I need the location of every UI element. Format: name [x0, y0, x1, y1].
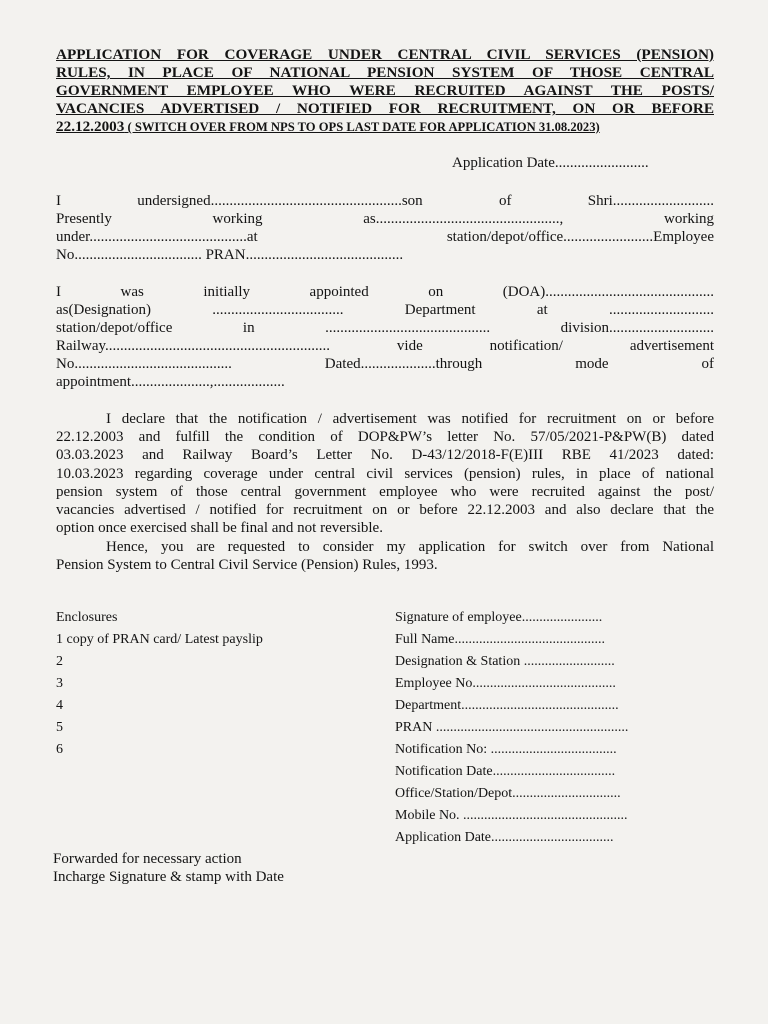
appointment-details-block — [56, 283, 714, 391]
office-station-depot-field: Office/Station/Depot............................... — [395, 786, 621, 801]
appointment-line-4: Railway............................................................ vide notification/ advertisement — [56, 338, 714, 354]
declaration-line-1: I declare that the notification / advertisement was notified for recruitment on or before — [106, 411, 714, 427]
enclosures-heading: Enclosures — [56, 610, 118, 625]
application-date-top: Application Date......................... — [452, 155, 649, 171]
application-date-field: Application Date................................... — [395, 830, 614, 845]
enclosure-item: 2 — [56, 654, 63, 669]
notification-no-field: Notification No: .................................... — [395, 742, 617, 757]
employee-line-4: No.................................. PRAN.......................................... — [56, 247, 404, 263]
title-switch-over-note: ( SWITCH OVER FROM NPS TO OPS LAST DATE FOR APPLICATION 31.08.2023) — [124, 120, 600, 134]
appointment-line-1: I was initially appointed on (DOA)............................................. — [56, 284, 714, 300]
enclosures-list — [56, 607, 263, 761]
enclosure-item: 6 — [56, 742, 63, 757]
appointment-line-6: appointment.....................,................... — [56, 374, 285, 390]
employee-line-1: I undersigned...................................................son of Shri........................... — [56, 193, 714, 209]
employee-no-field: Employee No......................................... — [395, 676, 616, 691]
declaration-line-7: option once exercised shall be final and not reversible. — [56, 520, 383, 537]
request-paragraph — [56, 538, 714, 574]
appointment-line-3: station/depot/office in ............................................ division............................ — [56, 320, 714, 336]
declaration-line-5: pension system of those central government employee who were recruited against the post/ — [56, 483, 714, 500]
request-line-2: Pension System to Central Civil Service (Pension) Rules, 1993. — [56, 557, 438, 574]
notification-date-field: Notification Date................................... — [395, 764, 616, 779]
forwarding-note — [53, 850, 284, 886]
signature-of-employee-field: Signature of employee....................... — [395, 610, 603, 625]
department-field: Department............................................. — [395, 698, 619, 713]
enclosure-item: 5 — [56, 720, 63, 735]
title-line-2: RULES, IN PLACE OF NATIONAL PENSION SYSTEM OF THOSE CENTRAL — [56, 64, 714, 81]
declaration-line-6: vacancies advertised / notified for recruitment on or before 22.12.2003 and also declare that the — [56, 502, 714, 519]
mobile-no-field: Mobile No. ............................................... — [395, 808, 628, 823]
forwarding-line-1: Forwarded for necessary action — [53, 851, 242, 867]
request-line-1: Hence, you are requested to consider my application for switch over from National — [106, 539, 714, 555]
full-name-field: Full Name........................................... — [395, 632, 605, 647]
signature-fields — [395, 607, 628, 849]
appointment-line-5: No.......................................... Dated....................through mode of — [56, 356, 714, 372]
appointment-line-2: as(Designation) ................................... Department at ............................ — [56, 302, 714, 318]
title-line-4: VACANCIES ADVERTISED / NOTIFIED FOR RECRUITMENT, ON OR BEFORE — [56, 100, 714, 117]
form-title — [56, 46, 714, 136]
declaration-paragraph — [56, 410, 714, 537]
employee-line-3: under..........................................at station/depot/office........................Employee — [56, 229, 714, 245]
enclosure-item: 1 copy of PRAN card/ Latest payslip — [56, 632, 263, 647]
enclosure-item: 3 — [56, 676, 63, 691]
declaration-line-3: 03.03.2023 and Railway Board’s Letter No. D-43/12/2018-F(E)III RBE 41/2023 dated: — [56, 447, 714, 464]
declaration-line-2: 22.12.2003 and fulfill the condition of DOP&PW’s letter No. 57/05/2021-P&PW(B) dated — [56, 429, 714, 446]
declaration-line-4: 10.03.2023 regarding coverage under central civil services (pension) rules, in place of national — [56, 465, 714, 482]
title-line-3: GOVERNMENT EMPLOYEE WHO WERE RECRUITED AGAINST THE POSTS/ — [56, 82, 714, 99]
employee-line-2: Presently working as................................................., working — [56, 211, 714, 227]
enclosure-item: 4 — [56, 698, 63, 713]
designation-station-field: Designation & Station .......................... — [395, 654, 615, 669]
pran-field: PRAN ....................................................... — [395, 720, 629, 735]
title-date: 22.12.2003 — [56, 118, 125, 135]
forwarding-line-2: Incharge Signature & stamp with Date — [53, 869, 284, 885]
title-line-5 — [56, 118, 714, 136]
title-line-1: APPLICATION FOR COVERAGE UNDER CENTRAL CIVIL SERVICES (PENSION) — [56, 46, 714, 63]
employee-details-block — [56, 192, 714, 264]
